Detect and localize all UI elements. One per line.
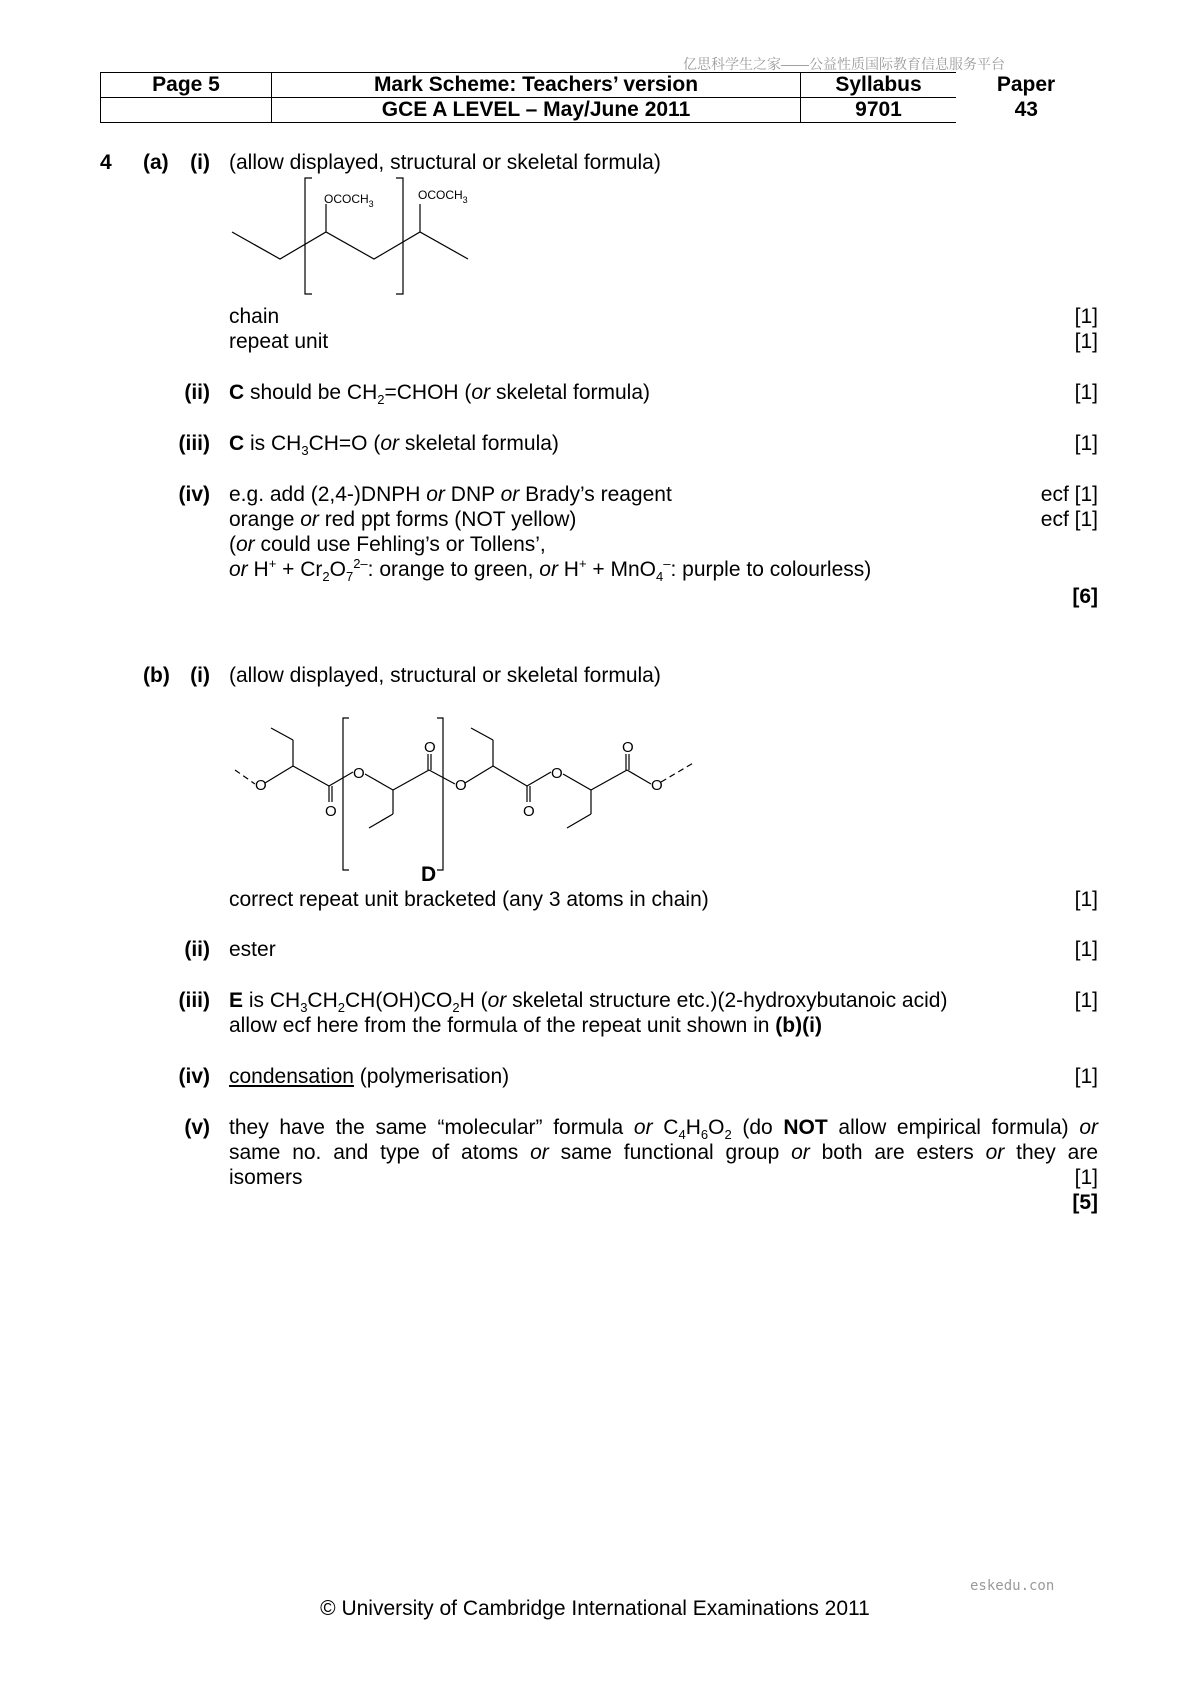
atom-o-8: O	[622, 739, 634, 756]
sub-b-iv-label: (iv)	[178, 1065, 210, 1088]
chem-label-ococh3-1: $OCOCH_3$	[324, 192, 374, 209]
b-iii-line-1: E is $CH_3CH_2CH(OH)CO_2H$ (or skeletal structure etc.)(2-hydroxybutanoic acid)	[229, 989, 948, 1015]
b-v-line-3: isomers	[229, 1166, 303, 1189]
sub-a-iv-label: (iv)	[178, 483, 210, 506]
atom-o-1: O	[255, 777, 267, 794]
a-ii-mark: [1]	[1074, 381, 1098, 404]
atom-o-7: O	[551, 765, 563, 782]
a-i-line-chain: chain	[229, 305, 280, 328]
atom-o-3: O	[353, 765, 365, 782]
header-table	[100, 72, 1097, 123]
header-title: Mark Scheme: Teachers’ version	[272, 73, 801, 98]
atom-o-5: O	[455, 777, 467, 794]
a-i-mark-2: [1]	[1074, 330, 1098, 353]
sub-b-i-label: (i)	[190, 664, 210, 687]
sub-a-iii-label: (iii)	[178, 432, 210, 455]
page-empty-cell	[101, 98, 272, 123]
page-label: Page 5	[101, 73, 272, 98]
syllabus-code: 9701	[801, 98, 957, 123]
atom-o-6: O	[523, 803, 535, 820]
b-iv-mark: [1]	[1074, 1065, 1098, 1088]
a-iv-line-2: orange or red ppt forms (NOT yellow)	[229, 508, 577, 531]
sub-b-iii-label: (iii)	[178, 989, 210, 1012]
question-number: 4	[100, 151, 112, 174]
b-v-mark: [1]	[1074, 1166, 1098, 1189]
b-iii-line-2: allow ecf here from the formula of the repeat unit shown in (b)(i)	[229, 1014, 822, 1037]
b-iii-mark: [1]	[1074, 989, 1098, 1012]
part-b-label: (b)	[143, 664, 170, 687]
b-total-mark: [5]	[1072, 1191, 1098, 1214]
sub-a-i-label: (i)	[190, 151, 210, 174]
b-iv-text: condensation (polymerisation)	[229, 1065, 510, 1088]
b-i-mark: [1]	[1074, 888, 1098, 911]
a-iv-mark-2: ecf [1]	[1040, 508, 1098, 531]
atom-o-2: O	[325, 803, 337, 820]
a-iv-line-4: or $H^+ + Cr_2O_7^{2-}$: orange to green, or H+ + MnO$_4$–: purple to colourless)	[229, 556, 872, 584]
atom-o-4: O	[424, 739, 436, 756]
corner-watermark: eskedu.con	[970, 1578, 1055, 1594]
b-i-intro: (allow displayed, structural or skeletal formula)	[229, 664, 661, 687]
b-ii-text: ester	[229, 938, 276, 961]
watermark-text: 亿思科学生之家——公益性质国际教育信息服务平台	[683, 56, 1005, 72]
sub-b-ii-label: (ii)	[184, 938, 210, 961]
a-total-mark: [6]	[1072, 585, 1098, 608]
footer-copyright: © University of Cambridge International Examinations 2011	[320, 1597, 870, 1620]
polymer-structure-a	[220, 172, 500, 302]
sub-b-v-label: (v)	[184, 1116, 210, 1139]
chem-label-ococh3-2: $OCOCH_3$	[418, 188, 468, 205]
a-iv-line-3: (or could use Fehling’s or Tollens’,	[229, 533, 546, 556]
paper-label: Paper	[996, 73, 1056, 96]
b-v-line-2: same no. and type of atoms or same functional group or both are esters or they are	[229, 1141, 1099, 1164]
b-v-line-1: they have the same “molecular” formula or $C_4H_6O_2$ (do NOT allow empirical formula) or	[229, 1116, 1099, 1142]
syllabus-label: Syllabus	[801, 73, 957, 98]
a-iv-mark-1: ecf [1]	[1040, 483, 1098, 506]
label-d: D	[421, 863, 437, 886]
b-i-line-1: correct repeat unit bracketed (any 3 atoms in chain)	[229, 888, 709, 911]
a-iii-text: C is $CH_3CH=O$ (or skeletal formula)	[229, 432, 559, 458]
a-i-intro: (allow displayed, structural or skeletal formula)	[229, 151, 661, 174]
part-a-label: (a)	[143, 151, 169, 174]
sub-a-ii-label: (ii)	[184, 381, 210, 404]
a-ii-text: C should be $CH_2=CHOH$ (or skeletal formula)	[229, 381, 650, 407]
b-ii-mark: [1]	[1074, 938, 1098, 961]
a-i-line-repeat-unit: repeat unit	[229, 330, 329, 353]
paper-number: 43	[1014, 98, 1038, 121]
polymer-structure-b	[225, 710, 705, 882]
atom-o-9: O	[651, 777, 663, 794]
header-exam: GCE A LEVEL – May/June 2011	[272, 98, 801, 123]
a-i-mark-1: [1]	[1074, 305, 1098, 328]
a-iii-mark: [1]	[1074, 432, 1098, 455]
a-iv-line-1: e.g. add (2,4-)DNPH or DNP or Brady’s reagent	[229, 483, 672, 506]
